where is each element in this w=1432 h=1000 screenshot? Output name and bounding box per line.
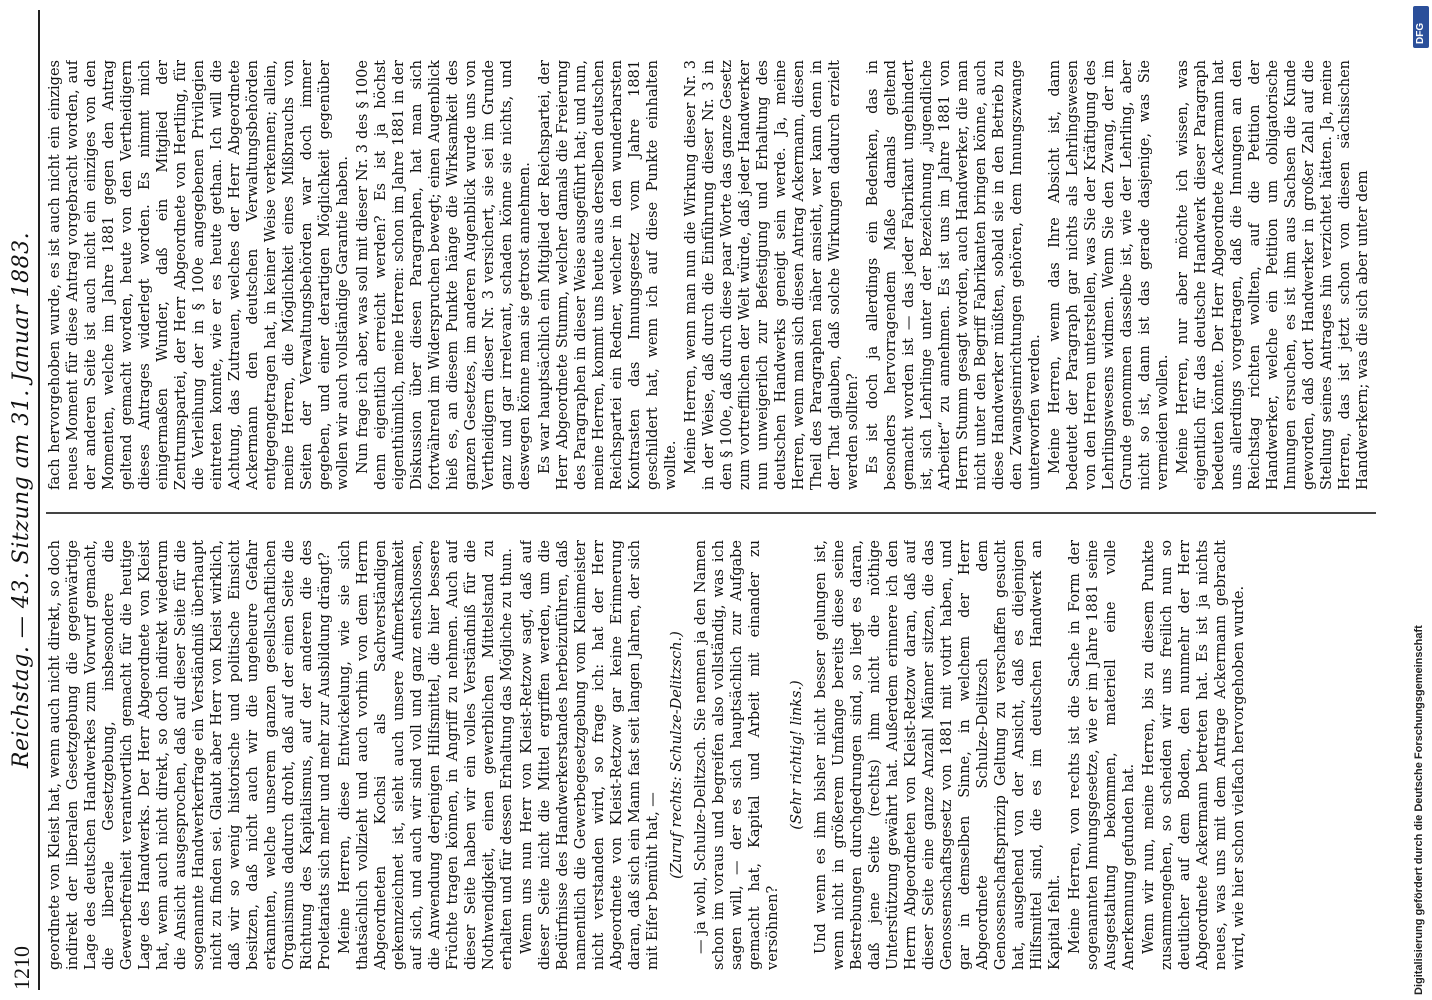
interjection: (Sehr richtig! links.): [789, 680, 805, 830]
paragraph: Meine Herren, wenn man nun die Wirkung dieser Nr. 3 in der Weise, daß durch die Einführung dieser Nr. 3 in den § 100e, daß durch diese paar Worte das ganze Gesetz zum vortrefflichen der Welt würde, daß jeder Handwerker nun unweigerlich zur Befestigung und Erhaltung des deutschen Handwerks geneigt sein werde. Ja, meine Herren, wenn man sich diesen Antrag Ackermann, diesen Theil des Paragraphen näher ansieht, wer kann denn in der That glauben, daß solche Wirkungen dadurch erzielt werden sollten?: [683, 60, 861, 490]
paragraph: — ja wohl, Schulze-Delitzsch. Sie nennen ja den Namen schon im voraus und begreifen also vollständig, was ich sagen will, — der es sich hauptsächlich zur Aufgabe gemacht hat, Kapital und Arbeit mit einander zu versöhnen?: [693, 540, 781, 970]
dfg-logo-text: DFG: [1415, 22, 1426, 44]
paragraph: geordnete von Kleist hat, wenn auch nicht direkt, so doch indirekt der liberalen Gesetzgebung die gegenwärtige Lage des deutschen Handwerkes zum Vorwurf gemacht, die liberale Gesetzgebung, insbesondere die Gewerbefreiheit verantwortlich gemacht für die heutige Lage des Handwerks. Der Herr Abgeordnete von Kleist hat, wenn auch nicht direkt, so doch indirekt wiederum die Ansicht ausgesprochen, daß auf dieser Seite für die sogenannte Handwerkerfrage ein Verständniß überhaupt nicht zu finden sei. Glaubt aber Herr von Kleist wirklich, daß wir so wenig historische und politische Einsicht besitzen, daß nicht auch wir die ungeheure Gefahr erkannten, welche unserem ganzen gesellschaftlichen Organismus dadurch droht, daß auf der einen Seite die Richtung des Kapitalismus, auf der anderen die des Proletariats sich mehr und mehr zur Ausbildung drängt?: [47, 540, 333, 970]
paragraph: Meine Herren, wenn das Ihre Absicht ist, dann bedeutet der Paragraph gar nichts als Lehrlingswesen von den Herren unterstellen, was Sie der Kräftigung des Lehrlingswesens widmen. Wenn Sie den Zwang, der im Grunde genommen dasselbe ist, wie der Lehrling, aber nicht so ist, dann ist das gerade dasjenige, was Sie vermeiden wollen.: [1047, 60, 1171, 490]
page-number: 1210: [9, 946, 34, 990]
paragraph: Meine Herren, von rechts ist die Sache in Form der sogenannten Innungsgesetze, wie er im Jahre 1881 seine Ausgestaltung bekommen, materiell eine volle Anerkennung gefunden hat.: [1067, 540, 1137, 970]
paragraph: Wenn wir nun, meine Herren, bis zu diesem Punkte zusammengehen, so scheiden wir uns freilich nun so deutlicher auf dem Boden, den nunmehr der Herr Abgeordnete Ackermann betreten hat. Es ist ja nichts neues, was uns mit dem Antrage Ackermann gebracht wird, wie hier schon vielfach hervorgehoben wurde.: [1141, 540, 1247, 970]
dfg-logo: [1413, 6, 1429, 48]
paragraph: Und wenn es ihm bisher nicht besser gelungen ist, wenn nicht in größerem Umfange bereits diese seine Bestrebungen durchgedrungen sind, so liegt es daran, daß jene Seite (rechts) ihm nicht die nöthige Unterstützung gewährt hat. Außerdem erinnere ich den Herrn Abgeordneten von Kleist-Retzow daran, daß auf dieser Seite eine ganze Anzahl Männer sitzen, die das Genossenschaftsgesetz von 1881 mit votirt haben, und gar in demselben Sinne, in welchem der Herr Abgeordnete Schulze-Delitzsch dem Genossenschaftsprinzip Geltung zu verschaffen gesucht hat, ausgehend von der Ansicht, daß es diejenigen Hilfsmittel sind, die es im deutschen Handwerk an Kapital fehlt.: [813, 540, 1063, 970]
paragraph: Es war hauptsächlich ein Mitglied der Reichspartei, der Herr Abgeordnete Stumm, welcher damals die Freierung des Paragraphen in dieser Weise ausgeführt hat; und nun, meine Herren, kommt uns heute aus derselben deutschen Reichspartei ein Redner, welcher in den wunderbarsten Kontrasten das Innungsgesetz vom Jahre 1881 geschildert hat, wenn ich auf diese Punkte einhalten wollte.: [537, 60, 679, 490]
interjection: (Zuruf rechts: Schulze-Delitzsch.): [669, 631, 685, 879]
paragraph: Nun frage ich aber, was soll mit dieser Nr. 3 des § 100e denn eigentlich erreicht werden? Es ist ja höchst eigenthümlich, meine Herren: schon im Jahre 1881 in der Diskussion über diesen Paragraphen, hat man sich fortwährend im Widerspruchen bewegt; einen Augenblick hieß es, an diesem Punkte hänge die Wirksamkeit des ganzen Gesetzes, im anderen Augenblick wurde uns von Vertheidigern dieser Nr. 3 versichert, sie sei im Grunde ganz und gar irrelevant, schaden könne sie nichts, und deswegen könne man sie getrost annehmen.: [355, 60, 533, 490]
digitization-sidebar: [1410, 0, 1432, 1000]
left-column: [46, 540, 1386, 970]
right-column: [46, 60, 1386, 490]
paragraph: fach hervorgehoben wurde, es ist auch nicht ein einziges neues Moment für diese Antrag vorgebracht worden, auf der anderen Seite ist auch nicht ein einziges von den Momenten, welche im Jahre 1881 gegen den Antrag geltend gemacht worden, heute von den Vertheidigern dieses Antrages widerlegt worden. Es nimmt mich einigermaßen Wunder, daß ein Mitglied der Zentrumspartei, der Herr Abgeordnete von Hertling, für die Verleihung der in § 100e angegebenen Privilegien eintreten konnte, wie er es heute gethan. Ich will die Achtung, das Zutrauen, welches der Herr Abgeordnete Ackermann den deutschen Verwaltungsbehörden entgegengetragen hat, in keiner Weise verkennen; allein, meine Herren, die Möglichkeit eines Mißbrauchs von Seiten der Verwaltungsbehörden war doch immer gegeben, und einer derartigen Möglichkeit gegenüber wollen wir auch vollständige Garantie haben.: [47, 60, 351, 490]
paragraph: Meine Herren, diese Entwickelung, wie sie sich thatsächlich vollzieht und auch vorhin von dem Herrn Abgeordneten Kochsi als Sachverständigen gekennzeichnet ist, sieht auch unsere Aufmerksamkeit auf sich, und auch wir sind voll und ganz entschlossen, die Anwendung derjenigen Hilfsmittel, die hier bessere Früchte tragen können, in Angriff zu nehmen. Auch auf dieser Seite haben wir ein volles Verständniß für die Nothwendigkeit, einen gewerblichen Mittelstand zu erhalten und für dessen Erhaltung das Mögliche zu thun.: [337, 540, 515, 970]
paragraph: Wenn uns nun Herr von Kleist-Retzow sagt, daß auf dieser Seite nicht die Mittel ergriffen werden, um die Bedürfnisse des Handwerkerstandes herbeizuführen, daß namentlich die Gewerbegesetzgebung vom Kleinmeister nicht verstanden wird, so frage ich: hat der Herr Abgeordnete von Kleist-Retzow gar keine Erinnerung daran, daß sich ein Mann fast seit langen Jahren, der sich mit Eifer bemüht hat, —: [519, 540, 661, 970]
column-divider: [46, 512, 1376, 514]
paragraph: Meine Herren, nur aber möchte ich wissen, was eigentlich für das deutsche Handwerk dieser Paragraph bedeuten könnte. Der Herr Abgeordnete Ackermann hat uns allerdings vorgetragen, daß die Innungen an den Reichstag richten wollten, auf die Petition der Handwerker, welche ein Petition um obligatorische Innungen ersuchen, es ist ihm aus Sachsen die Kunde geworden, daß dort Handwerker in großer Zahl auf die Stellung seines Antrages hin verzichtet hätten. Ja, meine Herren, das ist jetzt schon von diesen sächsischen Handwerkern; was die sich aber unter dem: [1175, 60, 1371, 490]
paragraph: Es ist doch ja allerdings ein Bedenken, das in besonders hervorragendem Maße damals geltend gemacht worden ist — das jeder Fabrikant ungehindert ist, sich Lehrlinge unter der Bezeichnung „jugendliche Arbeiter“ zu annehmen. Es ist uns im Jahre 1881 von Herrn Stumm gesagt worden, auch Handwerker, die man nicht unter den Begriff Fabrikanten bringen könne, auch diese Handwerker müßten, sobald sie in den Betrieb zu den Zwangseinrichtungen gehören, dem Innungszwange unterworfen werden.: [865, 60, 1043, 490]
digitization-credit: Digitalisierung gefördert durch die Deutsche Forschungsgemeinschaft: [1413, 625, 1425, 995]
page-title: Reichstag. — 43. Sitzung am 31. Januar 1883.: [9, 231, 34, 769]
page-header: [6, 10, 40, 990]
